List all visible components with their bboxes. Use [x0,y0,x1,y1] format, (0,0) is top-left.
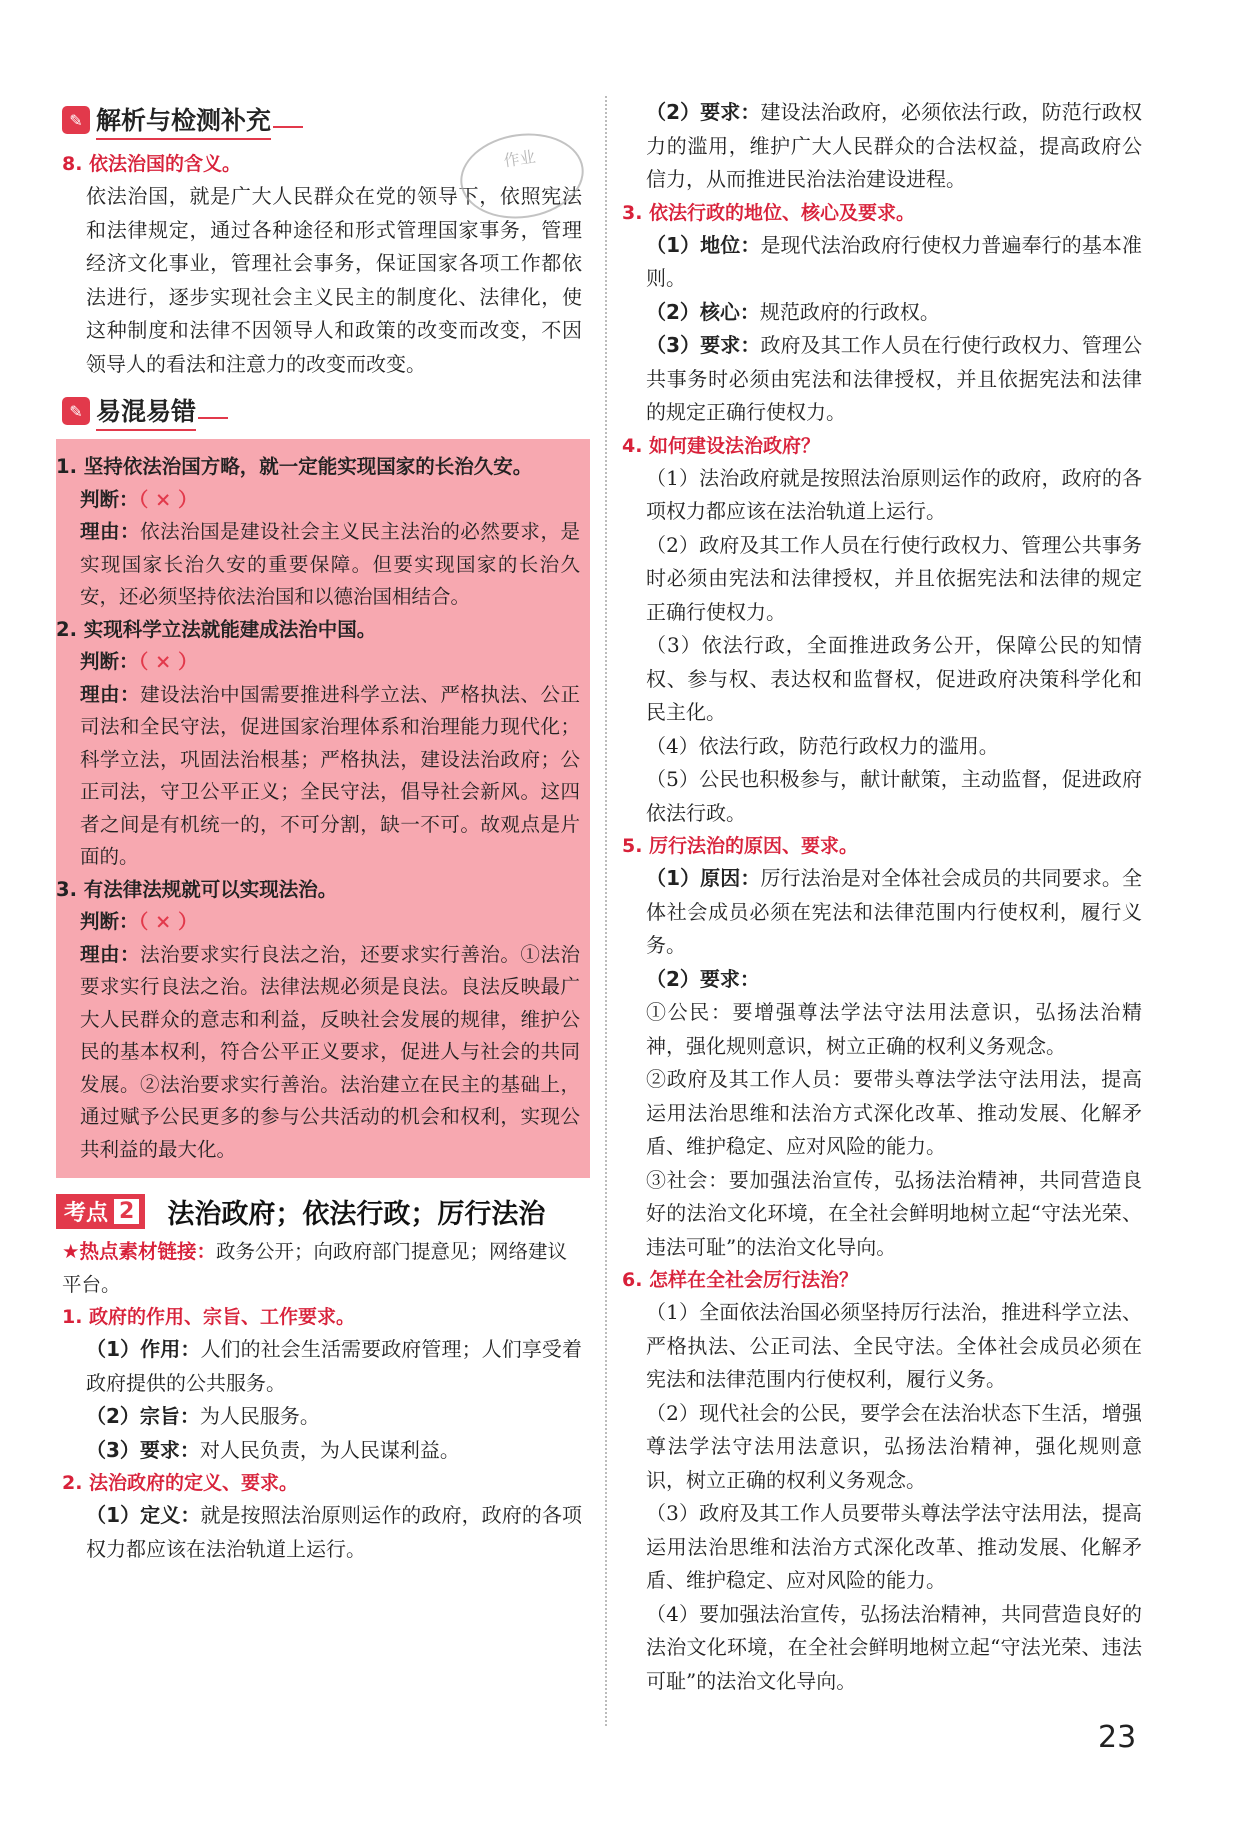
list-item: （2）政府及其工作人员在行使行政权力、管理公共事务时必须由宪法和法律授权，并且依据宪法和法律的规定正确行使权力。 [646,532,1142,624]
kaodian-number: 2 [112,1197,141,1226]
list-item: （5）公民也积极参与，献计献策，主动监督，促进政府依法行政。 [646,767,1142,825]
question-heading: 2. 法治政府的定义、要求。 [62,1472,299,1494]
list-item: ③社会：要加强法治宣传，弘扬法治精神，共同营造良好的法治文化环境，在全社会鲜明地树立起“守法光荣、违法可耻”的法治文化导向。 [646,1167,1142,1259]
hot-text: 政务公开；向政府部门提意见；网络建议平台。 [62,1240,567,1296]
judge-mark: （ × ） [138,650,198,673]
judge-mark: （ × ） [138,487,198,511]
list-item: ②政府及其工作人员：要带头尊法学法守法用法，提高运用法治思维和法治方式深化改革、推动发展、化解矛盾、维护稳定、应对风险的能力。 [646,1067,1142,1158]
list-item: （2）要求：建设法治政府，必须依法行政，防范行政权力的滥用，维护广大人民群众的合法权益，提高政府公信力，从而推进民治法治建设进程。 [646,100,1142,191]
reason-label: 理由： [80,942,141,966]
list-item: （4）依法行政，防范行政权力的滥用。 [646,733,999,758]
judge-label: 判断： [80,487,139,511]
error-item [56,614,580,874]
question-heading: 4. 如何建设法治政府？ [622,434,821,457]
page-number: 23 [1098,1720,1137,1755]
list-item: （2）现代社会的公民，要学会在法治状态下生活，增强尊法学法守法用法意识，弘扬法治精神，强化规则意识，树立正确的权利义务观念。 [646,1400,1142,1492]
stamp-watermark: 作业 [455,126,589,226]
kaodian-title: 法治政府；依法行政；厉行法治 [167,1199,546,1230]
question-heading: 3. 依法行政的地位、核心及要求。 [622,201,916,224]
question-heading: 8. 依法治国的含义。 [62,153,242,175]
section-header-analysis [62,100,582,140]
pencil-icon: ✎ [62,106,90,134]
error-question: 1. 坚持依法治国方略，就一定能实现国家的长治久安。 [56,455,533,478]
section-underline-tail [273,112,303,128]
list-item: （1）法治政府就是按照法治原则运作的政府，政府的各项权力都应该在法治轨道上运行。 [646,465,1142,523]
list-item: （3）要求：政府及其工作人员在行使行政权力、管理公共事务时必须由宪法和法律授权，并且依据宪法和法律的规定正确行使权力。 [646,333,1142,424]
left-column [56,96,582,1566]
hot-label: ★热点素材链接： [62,1240,216,1263]
error-item [56,874,580,1167]
error-box [56,439,590,1178]
reason-text: 依法治国是建设社会主义民主法治的必然要求，是实现国家长治久安的重要保障。但要实现国家的长治久安，还必须坚持依法治国和以德治国相结合。 [80,520,580,608]
judge-label: 判断： [80,910,139,933]
list-item: （2）核心：规范政府的行政权。 [646,299,940,324]
right-column [622,96,1142,1698]
kaodian-label: 考点 [64,1201,109,1226]
list-item: （3）要求：对人民负责，为人民谋利益。 [86,1437,460,1462]
column-divider [605,96,607,1726]
reason-text: 法治要求实行良法之治，还要求实行善治。①法治要求实行良法之治。法律法规必须是良法。良法反映最广大人民群众的意志和利益，反映社会发展的规律，维护公民的基本权利，符合公平正义要求，促进人与社会的共同发展。②法治要求实行善治。法治建立在民主的基础上，通过赋予公民更多的参与公共活动的机会和权利，实现公共利益的最大化。 [80,942,580,1161]
list-item: （4）要加强法治宣传，弘扬法治精神，共同营造良好的法治文化环境，在全社会鲜明地树立起“守法光荣、违法可耻”的法治文化导向。 [646,1601,1142,1693]
list-item: （1）原因：厉行法治是对全体社会成员的共同要求。全体社会成员必须在宪法和法律范围内行使权利，履行义务。 [646,866,1142,957]
pencil-icon: ✎ [62,397,90,425]
list-item: （2）要求： [646,966,760,991]
kaodian-header [56,1192,582,1231]
list-item: （1）定义：就是按照法治原则运作的政府，政府的各项权力都应该在法治轨道上运行。 [86,1503,582,1561]
list-item: （3）政府及其工作人员要带头尊法学法守法用法，提高运用法治思维和法治方式深化改革、推动发展、化解矛盾、维护稳定、应对风险的能力。 [646,1501,1142,1592]
question-heading: 5. 厉行法治的原因、要求。 [622,835,859,857]
hot-material [62,1235,582,1301]
paragraph: 依法治国，就是广大人民群众在党的领导下，依照宪法和法律规定，通过各种途径和形式管理国家事务，管理经济文化事业，管理社会事务，保证国家各项工作都依法进行，逐步实现社会主义民主的制度化、法律化，使这种制度和法律不因领导人和政策的改变而改变，不因领导人的看法和注意力的改变而改变。 [86,184,582,376]
kaodian-badge [56,1194,145,1229]
list-item: （3）依法行政，全面推进政务公开，保障公民的知情权、参与权、表达权和监督权，促进政府决策科学化和民主化。 [646,633,1142,724]
question-heading: 1. 政府的作用、宗旨、工作要求。 [62,1306,356,1328]
error-item [56,451,580,614]
section-title: 易混易错 [96,392,196,431]
section-underline-tail [198,403,228,419]
list-item: （1）全面依法治国必须坚持厉行法治，推进科学立法、严格执法、公正司法、全民守法。全体社会成员必须在宪法和法律范围内行使权利，履行义务。 [646,1300,1142,1391]
section-header-errors [62,391,582,431]
question-heading: 6. 怎样在全社会厉行法治？ [622,1269,859,1291]
error-question: 3. 有法律法规就可以实现法治。 [56,877,338,901]
list-item: （1）作用：人们的社会生活需要政府管理；人们享受着政府提供的公共服务。 [86,1337,582,1395]
list-item: （1）地位：是现代法治政府行使权力普遍奉行的基本准则。 [646,232,1142,290]
judge-mark: （ × ） [138,910,198,933]
reason-text: 建设法治中国需要推进科学立法、严格执法、公正司法和全民守法，促进国家治理体系和治理能力现代化；科学立法，巩固法治根基；严格执法，建设法治政府；公正司法，守卫公平正义；全民守法，倡导社会新风。这四者之间是有机统一的，不可分割，缺一不可。故观点是片面的。 [80,682,580,868]
reason-label: 理由： [80,520,141,543]
list-item: ①公民：要增强尊法学法守法用法意识，弘扬法治精神，强化规则意识，树立正确的权利义务观念。 [646,1000,1142,1058]
judge-label: 判断： [80,650,139,673]
reason-label: 理由： [80,682,141,706]
error-question: 2. 实现科学立法就能建成法治中国。 [56,617,377,641]
list-item: （2）宗旨：为人民服务。 [86,1404,320,1428]
section-title: 解析与检测补充 [96,101,271,140]
